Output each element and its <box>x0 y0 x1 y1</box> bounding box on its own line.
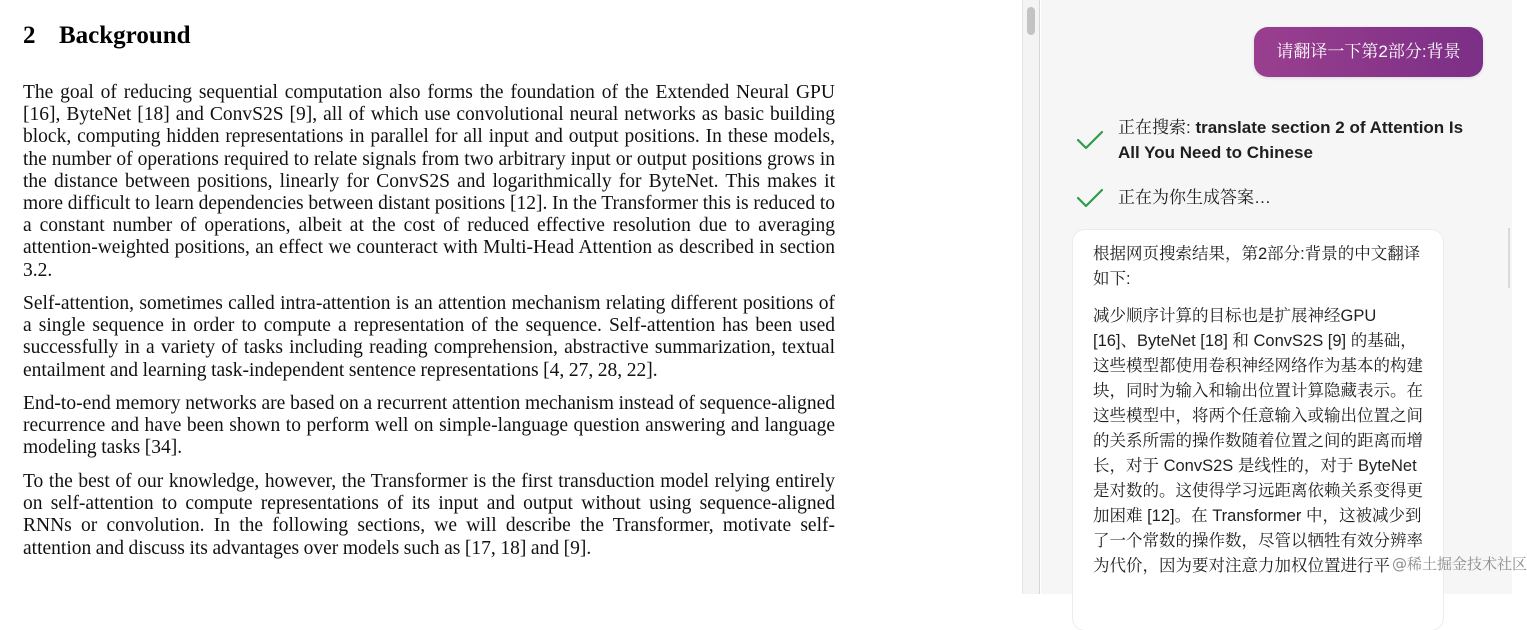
search-query: translate section 2 of Attention Is All You Need to Chinese <box>1118 118 1464 162</box>
section-heading <box>23 22 191 50</box>
window-edge-handle[interactable] <box>1508 228 1510 288</box>
user-message-bubble: 请翻译一下第2部分:背景 <box>1254 27 1483 77</box>
paragraph-3: End-to-end memory networks are based on a recurrent attention mechanism instead of sequence-aligned recurrence and have been shown to perform well on simple-language question answering and language modeling tasks [34]. <box>23 393 835 459</box>
section-title: Background <box>59 22 191 49</box>
search-status-prefix: 正在搜索: <box>1118 118 1196 137</box>
search-status-text <box>1118 115 1468 165</box>
search-status-row <box>1075 115 1475 167</box>
generating-status-row <box>1075 185 1475 211</box>
pdf-scrollbar[interactable] <box>1022 0 1040 594</box>
assistant-answer-card <box>1073 230 1443 630</box>
checkmark-icon <box>1075 127 1105 153</box>
scrollbar-thumb[interactable] <box>1027 7 1035 35</box>
paragraph-4: To the best of our knowledge, however, the Transformer is the first transduction model relying entirely on self-attention to compute representations of its input and output without using sequence-aligned RNNs or convolution. In the following sections, we will describe the Transformer, motivate self-attention and discuss its advantages over models such as [17, 18] and [9]. <box>23 471 835 559</box>
checkmark-icon <box>1075 185 1105 211</box>
watermark: @稀土掘金技术社区 <box>1392 555 1527 573</box>
answer-intro: 根据网页搜索结果，第2部分:背景的中文翻译如下: <box>1093 245 1421 288</box>
paragraph-2: Self-attention, sometimes called intra-attention is an attention mechanism relating different positions of a single sequence in order to compute a representation of the sequence. Self-attention has been used successfully in a variety of tasks including reading comprehension, abstractive summarization, textual entailment and learning task-independent sentence representations [4, 27, 28, 22]. <box>23 293 835 381</box>
section-number: 2 <box>23 22 36 49</box>
answer-body: 减少顺序计算的目标也是扩展神经GPU [16]、ByteNet [18] 和 ConvS2S [9] 的基础，这些模型都使用卷积神经网络作为基本的构建块，同时为输入和输出位置计算隐藏表示。在这些模型中，将两个任意输入或输出位置之间的关系所需的操作数随着位置之间的距离而增长，对于 ConvS2S 是线性的，对于 ByteNet 是对数的。这使得学习远距离依赖关系变得更加困难 [12]。在 Transformer 中，这被减少到了一个常数的操作数，尽管以牺牲有效分辨率为代价，因为要对注意力加权位置进行平 <box>1093 307 1423 575</box>
paragraph-1: The goal of reducing sequential computation also forms the foundation of the Extended Neural GPU [16], ByteNet [18] and ConvS2S [9], all of which use convolutional neural networks as basic building block, computing hidden representations in parallel for all input and output positions. In these models, the number of operations required to relate signals from two arbitrary input or output positions grows in the distance between positions, linearly for ConvS2S and logarithmically for ByteNet. This makes it more difficult to learn dependencies between distant positions [12]. In the Transformer this is reduced to a constant number of operations, albeit at the cost of reduced effective resolution due to averaging attention-weighted positions, an effect we counteract with Multi-Head Attention as described in section 3.2. <box>23 82 835 281</box>
chat-sidebar <box>1041 0 1512 594</box>
generating-status-text: 正在为你生成答案… <box>1118 188 1271 207</box>
